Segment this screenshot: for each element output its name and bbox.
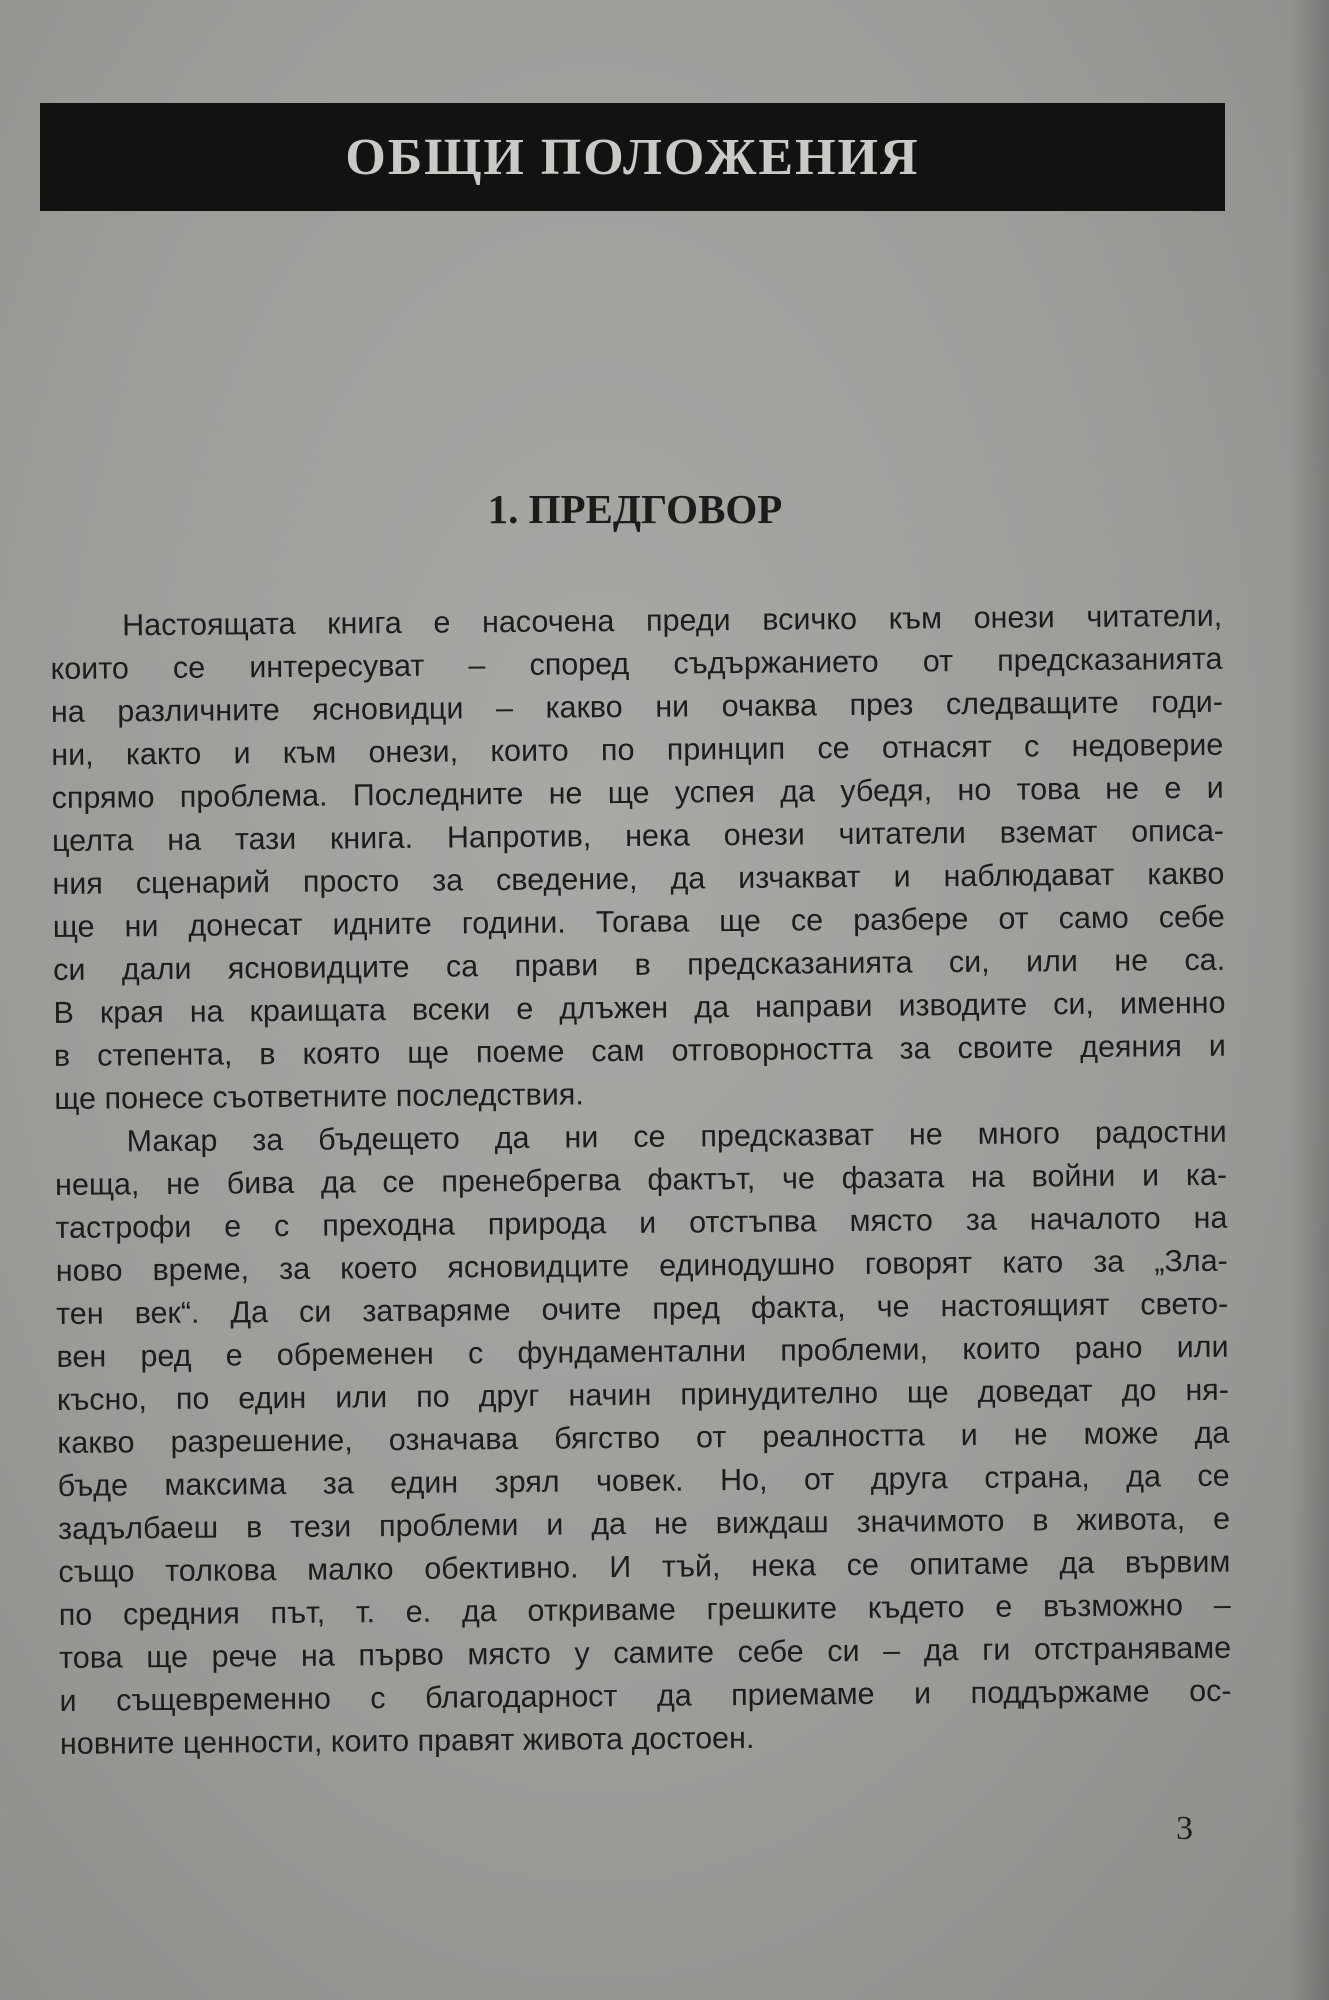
text-line: Макар за бъдещето да ни се предсказват не много радостни	[126, 1114, 1227, 1159]
text-line: ния сценарий просто за сведение, да изчакват и наблюдават какво	[52, 856, 1225, 901]
text-line: в степента, в която ще поеме сам отговорността за своите деяния и	[53, 1028, 1227, 1073]
text-line: В края на краищата всеки е длъжен да направи изводите си, именно	[53, 985, 1226, 1030]
text-line: какво разрешение, означава бягство от реалността и не може да	[57, 1415, 1230, 1460]
text-line: спрямо проблема. Последните не ще успея да убедя, но това не е и	[51, 770, 1224, 815]
text-line: които се интересуват – според съдържанието от предсказанията	[50, 641, 1223, 686]
text-line: ще ни донесат идните години. Тогава ще се разбере от само себе	[52, 899, 1225, 944]
text-line: също толкова малко обективно. И тъй, нека се опитаме да вървим	[58, 1544, 1231, 1589]
text-line: и същевременно с благодарност да приемаме и поддържаме ос-	[59, 1673, 1232, 1718]
page-number: 3	[1176, 1810, 1193, 1847]
text-line: новните ценности, които правят живота достоен.	[59, 1720, 755, 1761]
text-line: това ще рече на първо място у самите себе си – да ги отстраняваме	[59, 1630, 1232, 1675]
text-line: Настоящата книга е насочена преди всичко към онези читатели,	[122, 598, 1223, 643]
paragraph-1	[50, 595, 1226, 1121]
text-line: бъде максима за един зрял човек. Но, от друга страна, да се	[57, 1458, 1230, 1503]
paragraph-2	[55, 1111, 1233, 1766]
text-line: целта на тази книга. Напротив, нека онези читатели вземат описа-	[51, 813, 1225, 858]
text-line: ни, както и към онези, които по принцип се отнасят с недоверие	[51, 727, 1224, 772]
text-line: на различните ясновидци – какво ни очаква през следващите годи-	[50, 684, 1224, 729]
text-line: вен ред е обременен с фундаментални проблеми, които рано или	[56, 1329, 1229, 1374]
text-line: ще понесе съответните последствия.	[54, 1077, 584, 1116]
chapter-title: ОБЩИ ПОЛОЖЕНИЯ	[345, 128, 920, 186]
body-text	[50, 595, 1232, 1766]
text-line: неща, не бива да се пренебрегва фактът, че фазата на войни и ка-	[54, 1157, 1228, 1202]
text-line: късно, по един или по друг начин принудително ще доведат до ня-	[56, 1372, 1230, 1417]
text-line: ново време, за което ясновидците единодушно говорят като за „Зла-	[55, 1243, 1228, 1288]
text-line: си дали ясновидците са прави в предсказанията си, или не са.	[53, 942, 1226, 987]
section-heading: 1. ПРЕДГОВОР	[487, 486, 783, 532]
text-line: тастрофи е с преходна природа и отстъпва място за началото на	[55, 1200, 1228, 1245]
text-line: задълбаеш в тези проблеми и да не виждаш значимото в живота, е	[57, 1501, 1231, 1546]
text-line: тен век“. Да си затваряме очите пред факта, че настоящият свето-	[56, 1286, 1229, 1331]
chapter-banner	[40, 103, 1225, 211]
text-line: по средния път, т. е. да откриваме грешките където е възможно –	[58, 1587, 1231, 1632]
